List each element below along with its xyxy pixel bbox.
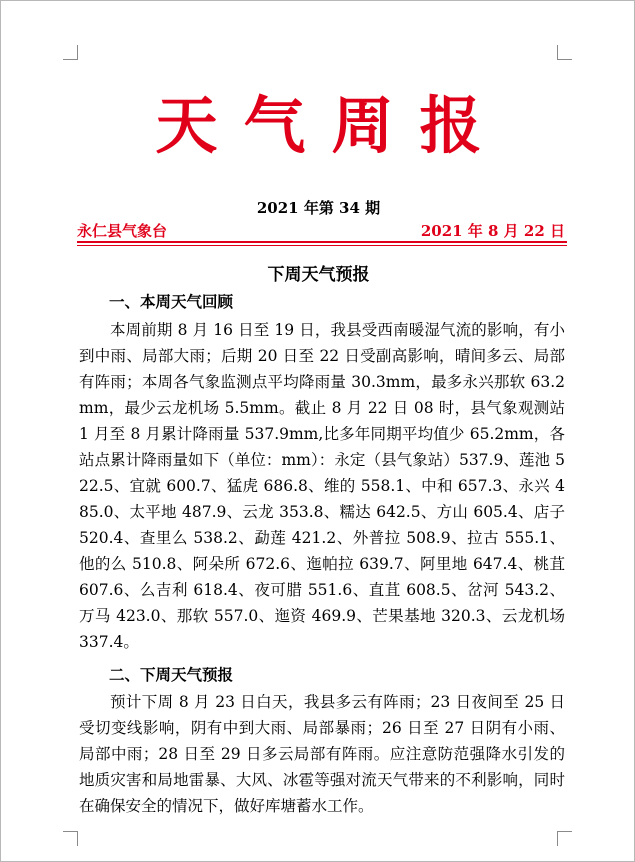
crop-mark-top-right xyxy=(557,45,572,60)
section-heading-review: 一、本周天气回顾 xyxy=(109,292,234,311)
publisher-date-row xyxy=(77,220,565,242)
section-body-review: 本周前期 8 月 16 日至 19 日，我县受西南暖湿气流的影响，有小到中雨、局部大雨；后期 20 日至 22 日受副高影响，晴间多云、局部有阵雨；本周各气象监测点平均降雨量 30.3mm，最多永兴那软 63.2mm，最少云龙机场 5.5mm。截止 8 月 22 日 08 时，县气象观测站 1 月至 8 月累计降雨量 537.9mm,比多年同期平均值少 65.2mm，各站点累计降雨量如下（单位：mm）：永定（县气象站）537.9、莲池 522.5、宜就 600.7、猛虎 686.8、维的 558.1、中和 657.3、永兴 485.0、太平地 487.9、云龙 353.8、糯达 642.5、方山 605.4、店子 520.4、查里么 538.2、勐莲 421.2、外普拉 508.9、拉古 555.1、他的么 510.8、阿朵所 672.6、迤帕拉 639.7、阿里地 647.4、桃苴 607.6、么吉利 618.4、夜可腊 551.6、直苴 608.5、岔河 543.2、万马 423.0、那软 557.0、迤资 469.9、芒果基地 320.3、云龙机场 337.4。 xyxy=(79,321,565,651)
publisher-name: 永仁县气象台 xyxy=(77,222,168,240)
document-title: 下周天气预报 xyxy=(267,265,370,285)
section-body-forecast: 预计下周 8 月 23 日白天，我县多云有阵雨；23 日夜间至 25 日受切变线影响，阴有中到大雨、局部暴雨；26 日至 27 日阴有小雨、局部中雨；28 日至 29 日多云局部有阵雨。应注意防范强降水引发的地质灾害和局地雷暴、大风、冰雹等强对流天气带来的不利影响，同时在确保安全的情况下，做好库塘蓄水工作。 xyxy=(79,693,565,815)
issue-number: 2021 年第 34 期 xyxy=(256,199,381,217)
red-rule-thin xyxy=(77,245,567,246)
section-heading-forecast: 二、下周天气预报 xyxy=(109,665,234,684)
crop-mark-bottom-right xyxy=(557,831,572,846)
publish-date: 2021 年 8 月 22 日 xyxy=(420,222,565,240)
red-rule-thick xyxy=(77,241,567,243)
crop-mark-bottom-left xyxy=(63,831,78,846)
crop-mark-top-left xyxy=(63,45,78,60)
masthead-title: 天气周报 xyxy=(155,89,508,162)
